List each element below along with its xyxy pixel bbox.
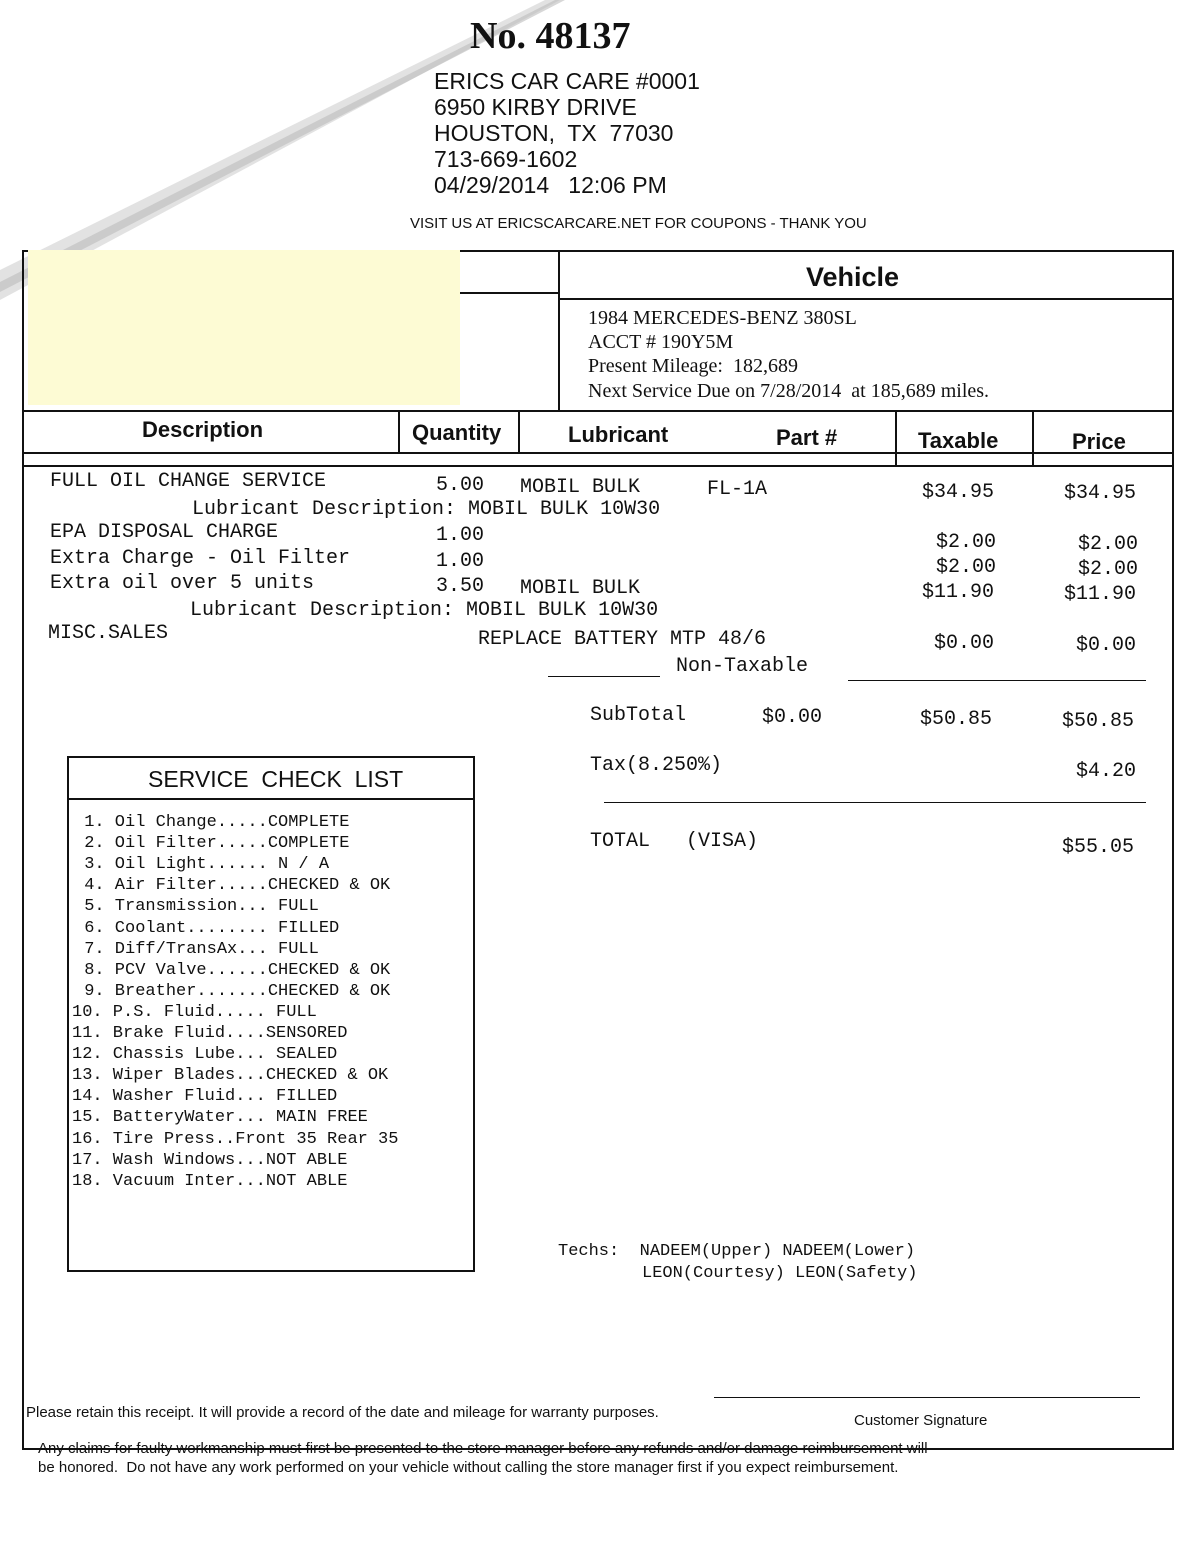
col-description: Description <box>142 417 264 442</box>
line-item-price: $0.00 <box>1076 634 1137 657</box>
lubricant-description: Lubricant Description: MOBIL BULK 10W30 <box>192 498 661 521</box>
checklist-item: 16. Tire Press..Front 35 Rear 35 <box>72 1129 399 1149</box>
subtotal-price: $50.85 <box>1062 710 1135 733</box>
line-item-quantity: 1.00 <box>436 524 485 547</box>
checklist-item: 15. BatteryWater... MAIN FREE <box>72 1108 368 1128</box>
vehicle-account: ACCT # 190Y5M <box>588 331 734 353</box>
line-item-price: $11.90 <box>1064 583 1137 606</box>
line-item-lubricant: MOBIL BULK <box>520 476 641 499</box>
line-item-lubricant: MOBIL BULK <box>520 577 641 600</box>
line-item-description: MISC.SALES <box>48 622 169 645</box>
checklist-title: SERVICE CHECK LIST <box>148 766 404 792</box>
retain-notice: Please retain this receipt. It will provide a record of the date and mileage for warranty purposes. <box>26 1404 659 1421</box>
checklist-item: 7. Diff/TransAx... FULL <box>74 939 319 959</box>
customer-signature-label: Customer Signature <box>854 1412 988 1429</box>
line-item-description: Extra Charge - Oil Filter <box>50 547 351 570</box>
line-item-quantity: 5.00 <box>436 474 485 497</box>
line-item-price: $34.95 <box>1064 482 1137 505</box>
checklist-item: 2. Oil Filter.....COMPLETE <box>74 834 350 854</box>
line-item-taxable: $34.95 <box>922 481 995 504</box>
total-label: TOTAL (VISA) <box>590 830 759 853</box>
checklist-item: 18. Vacuum Inter...NOT ABLE <box>72 1171 348 1191</box>
line-item-part: REPLACE BATTERY MTP 48/6 <box>478 628 767 651</box>
col-part: Part # <box>776 425 838 450</box>
line-item-quantity: 1.00 <box>436 550 485 573</box>
store-address-line1: 6950 KIRBY DRIVE <box>434 94 637 120</box>
techs-line1: Techs: NADEEM(Upper) NADEEM(Lower) <box>558 1242 916 1261</box>
line-item-description: EPA DISPOSAL CHARGE <box>50 521 279 544</box>
vehicle-next-service: Next Service Due on 7/28/2014 at 185,689 miles. <box>588 380 990 402</box>
subtotal-taxable: $50.85 <box>920 708 993 731</box>
col-lubricant: Lubricant <box>568 422 669 447</box>
vehicle-title: Vehicle <box>806 262 900 292</box>
line-item-taxable: $11.90 <box>922 581 995 604</box>
line-item-taxable: $0.00 <box>934 632 995 655</box>
checklist-item: 1. Oil Change.....COMPLETE <box>74 813 350 832</box>
checklist-item: 5. Transmission... FULL <box>74 897 319 917</box>
line-item-quantity: 3.50 <box>436 575 485 598</box>
col-quantity: Quantity <box>412 420 502 445</box>
checklist-item: 8. PCV Valve......CHECKED & OK <box>74 960 391 980</box>
checklist-item: 6. Coolant........ FILLED <box>74 918 340 938</box>
checklist-item: 12. Chassis Lube... SEALED <box>72 1045 338 1065</box>
store-phone: 713-669-1602 <box>434 146 578 172</box>
line-item-price: $2.00 <box>1078 533 1139 556</box>
line-item-taxable: $2.00 <box>936 531 997 554</box>
line-item-price: $2.00 <box>1078 558 1139 581</box>
techs-line2: LEON(Courtesy) LEON(Safety) <box>642 1264 918 1283</box>
receipt-number: No. 48137 <box>470 15 631 57</box>
non-taxable-label: Non-Taxable <box>676 655 809 678</box>
claims-notice-line2: be honored. Do not have any work performed on your vehicle without calling the store manager first if you expect reimbursement. <box>38 1459 899 1476</box>
line-item-description: Extra oil over 5 units <box>50 572 315 595</box>
checklist-item: 17. Wash Windows...NOT ABLE <box>72 1150 348 1170</box>
vehicle-mileage: Present Mileage: 182,689 <box>588 355 798 377</box>
tax-label: Tax(8.250%) <box>590 754 723 777</box>
visit-message: VISIT US AT ERICSCARCARE.NET FOR COUPONS - THANK YOU <box>410 215 867 232</box>
col-price: Price <box>1072 429 1126 454</box>
subtotal-label: SubTotal <box>590 704 687 727</box>
store-address-line2: HOUSTON, TX 77030 <box>434 120 674 146</box>
total-amount: $55.05 <box>1062 836 1135 859</box>
line-item-taxable: $2.00 <box>936 556 997 579</box>
lubricant-description: Lubricant Description: MOBIL BULK 10W30 <box>190 599 659 622</box>
checklist-item: 14. Washer Fluid... FILLED <box>72 1087 338 1107</box>
tax-amount: $4.20 <box>1076 760 1137 783</box>
checklist-item: 11. Brake Fluid....SENSORED <box>72 1024 348 1043</box>
receipt-datetime: 04/29/2014 12:06 PM <box>434 172 667 198</box>
claims-notice-line1: Any claims for faulty workmanship must first be presented to the store manager before any refunds and/or damage reimbursement will <box>38 1440 928 1457</box>
checklist-item: 4. Air Filter.....CHECKED & OK <box>74 876 391 896</box>
checklist-item: 10. P.S. Fluid..... FULL <box>72 1002 317 1022</box>
checklist-item: 3. Oil Light...... N / A <box>74 855 330 875</box>
checklist-item: 13. Wiper Blades...CHECKED & OK <box>72 1066 389 1086</box>
line-item-description: FULL OIL CHANGE SERVICE <box>50 470 327 493</box>
line-item-part: FL-1A <box>707 478 768 501</box>
col-taxable: Taxable <box>918 428 999 453</box>
sticky-note <box>28 250 460 405</box>
subtotal-nontaxable: $0.00 <box>762 706 823 729</box>
store-name: ERICS CAR CARE #0001 <box>434 68 700 94</box>
checklist-item: 9. Breather.......CHECKED & OK <box>74 981 391 1001</box>
vehicle-model: 1984 MERCEDES-BENZ 380SL <box>588 307 857 329</box>
